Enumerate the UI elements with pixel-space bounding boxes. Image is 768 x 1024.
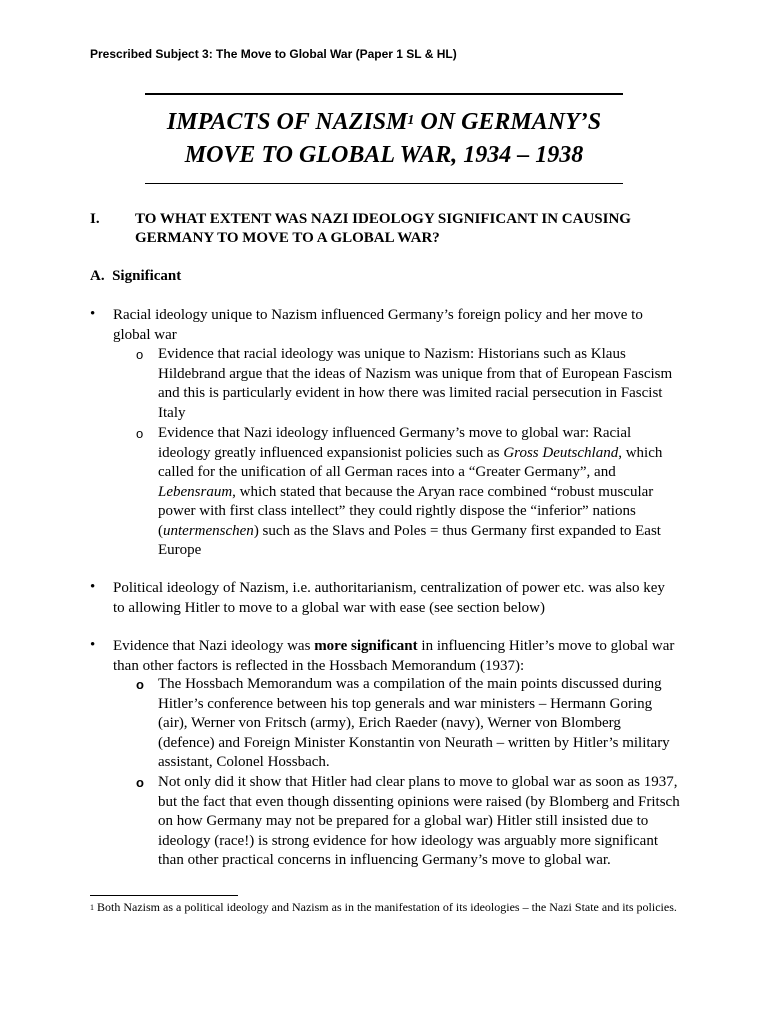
text-run: Evidence that Nazi ideology influenced Germany’s move to global war: Racial ideology greatly influenced expansionist policies such as (158, 425, 632, 461)
footnote-separator (90, 895, 238, 896)
bullet-marker: • (90, 637, 96, 653)
bullet-3-text (113, 637, 683, 676)
bullet-1-sub-1-text: Evidence that racial ideology was unique to Nazism: Historians such as Klaus Hildebrand argue that the ideas of Nazism was unique from that of European Fascism and this is particularly evident in how there was limited racial persecution in Fascist Italy (158, 346, 673, 421)
italic-term-lebensraum: Lebensraum (158, 483, 233, 500)
text-run: Evidence that Nazi ideology was (113, 638, 315, 654)
subsection-title: Significant (112, 268, 182, 284)
title-line-1-part-b: ON GERMANY’S (414, 109, 602, 135)
bold-emphasis: more significant (314, 638, 418, 654)
page-header: Prescribed Subject 3: The Move to Global War (Paper 1 SL & HL) (90, 47, 457, 61)
bullet-3-sub-2-text: Not only did it show that Hitler had clear plans to move to global war as soon as 1937, but the fact that even though dissenting opinions were raised (by Blomberg and Fritsch on how Germany may not be prepared for a global war) Hitler still insisted due to ideology (race!) is strong evidence for how ideology was arguably more significant than other practical concerns in influencing Germany’s move to global war. (158, 774, 680, 868)
sub-bullet-marker: o (136, 775, 144, 790)
bullet-1-sub-2-text (158, 424, 680, 561)
bullet-2-text: Political ideology of Nazism, i.e. authoritarianism, centralization of power etc. was also key to allowing Hitler to move to a global war with ease (see section below) (113, 580, 665, 616)
bullet-marker: • (90, 579, 96, 595)
footnote (90, 900, 680, 915)
title-footnote-marker: 1 (407, 113, 415, 128)
subsection-label: A. (90, 268, 105, 284)
italic-term-gross-deutschland: Gross Deutschland (503, 444, 619, 461)
title-line-1 (100, 106, 668, 139)
title-line-1-part-a: IMPACTS OF NAZISM (166, 109, 408, 135)
sub-bullet-marker: o (136, 677, 144, 692)
title-bottom-rule (145, 183, 623, 184)
sub-bullet-marker: o (136, 426, 144, 441)
section-question: TO WHAT EXTENT WAS NAZI IDEOLOGY SIGNIFICANT IN CAUSING GERMANY TO MOVE TO A GLOBAL WAR? (135, 211, 631, 246)
title-line-2: MOVE TO GLOBAL WAR, 1934 – 1938 (184, 142, 584, 168)
footnote-marker: 1 (90, 903, 94, 912)
text-run: in influencing Hitler’s move to global war than other factors is reflected in the Hossbach Memorandum (1937): (113, 638, 675, 674)
title-top-rule (145, 93, 623, 95)
bullet-3-sub-1-text: The Hossbach Memorandum was a compilation of the main points discussed during Hitler’s conference between his top generals and war ministers – Hermann Goring (air), Werner von Fritsch (army), Erich Raeder (navy), Werner von Blomberg (defence) and Foreign Minister Konstantin von Neurath – written by Hitler’s military assistant, Colonel Hossbach. (158, 676, 670, 770)
text-run: , which called for the unification of all German races into a “Greater Germany”, and (158, 444, 663, 480)
footnote-text: Both Nazism as a political ideology and Nazism as in the manifestation of its ideologies – the Nazi State and its policies. (94, 900, 677, 914)
document-title (100, 106, 668, 172)
text-run: , which stated that because the Aryan race combined “robust muscular power with first class intellect” they could rightly dispose the “inferior” nations ( (158, 483, 654, 539)
bullet-1-text: Racial ideology unique to Nazism influenced Germany’s foreign policy and her move to global war (113, 307, 643, 343)
sub-bullet-marker: o (136, 347, 144, 362)
bullet-marker: • (90, 306, 96, 322)
italic-term-untermenschen: untermenschen (163, 522, 254, 539)
text-run: ) such as the Slavs and Poles = thus Germany first expanded to East Europe (158, 522, 661, 558)
subsection-heading (90, 268, 181, 285)
section-number: I. (90, 211, 100, 227)
